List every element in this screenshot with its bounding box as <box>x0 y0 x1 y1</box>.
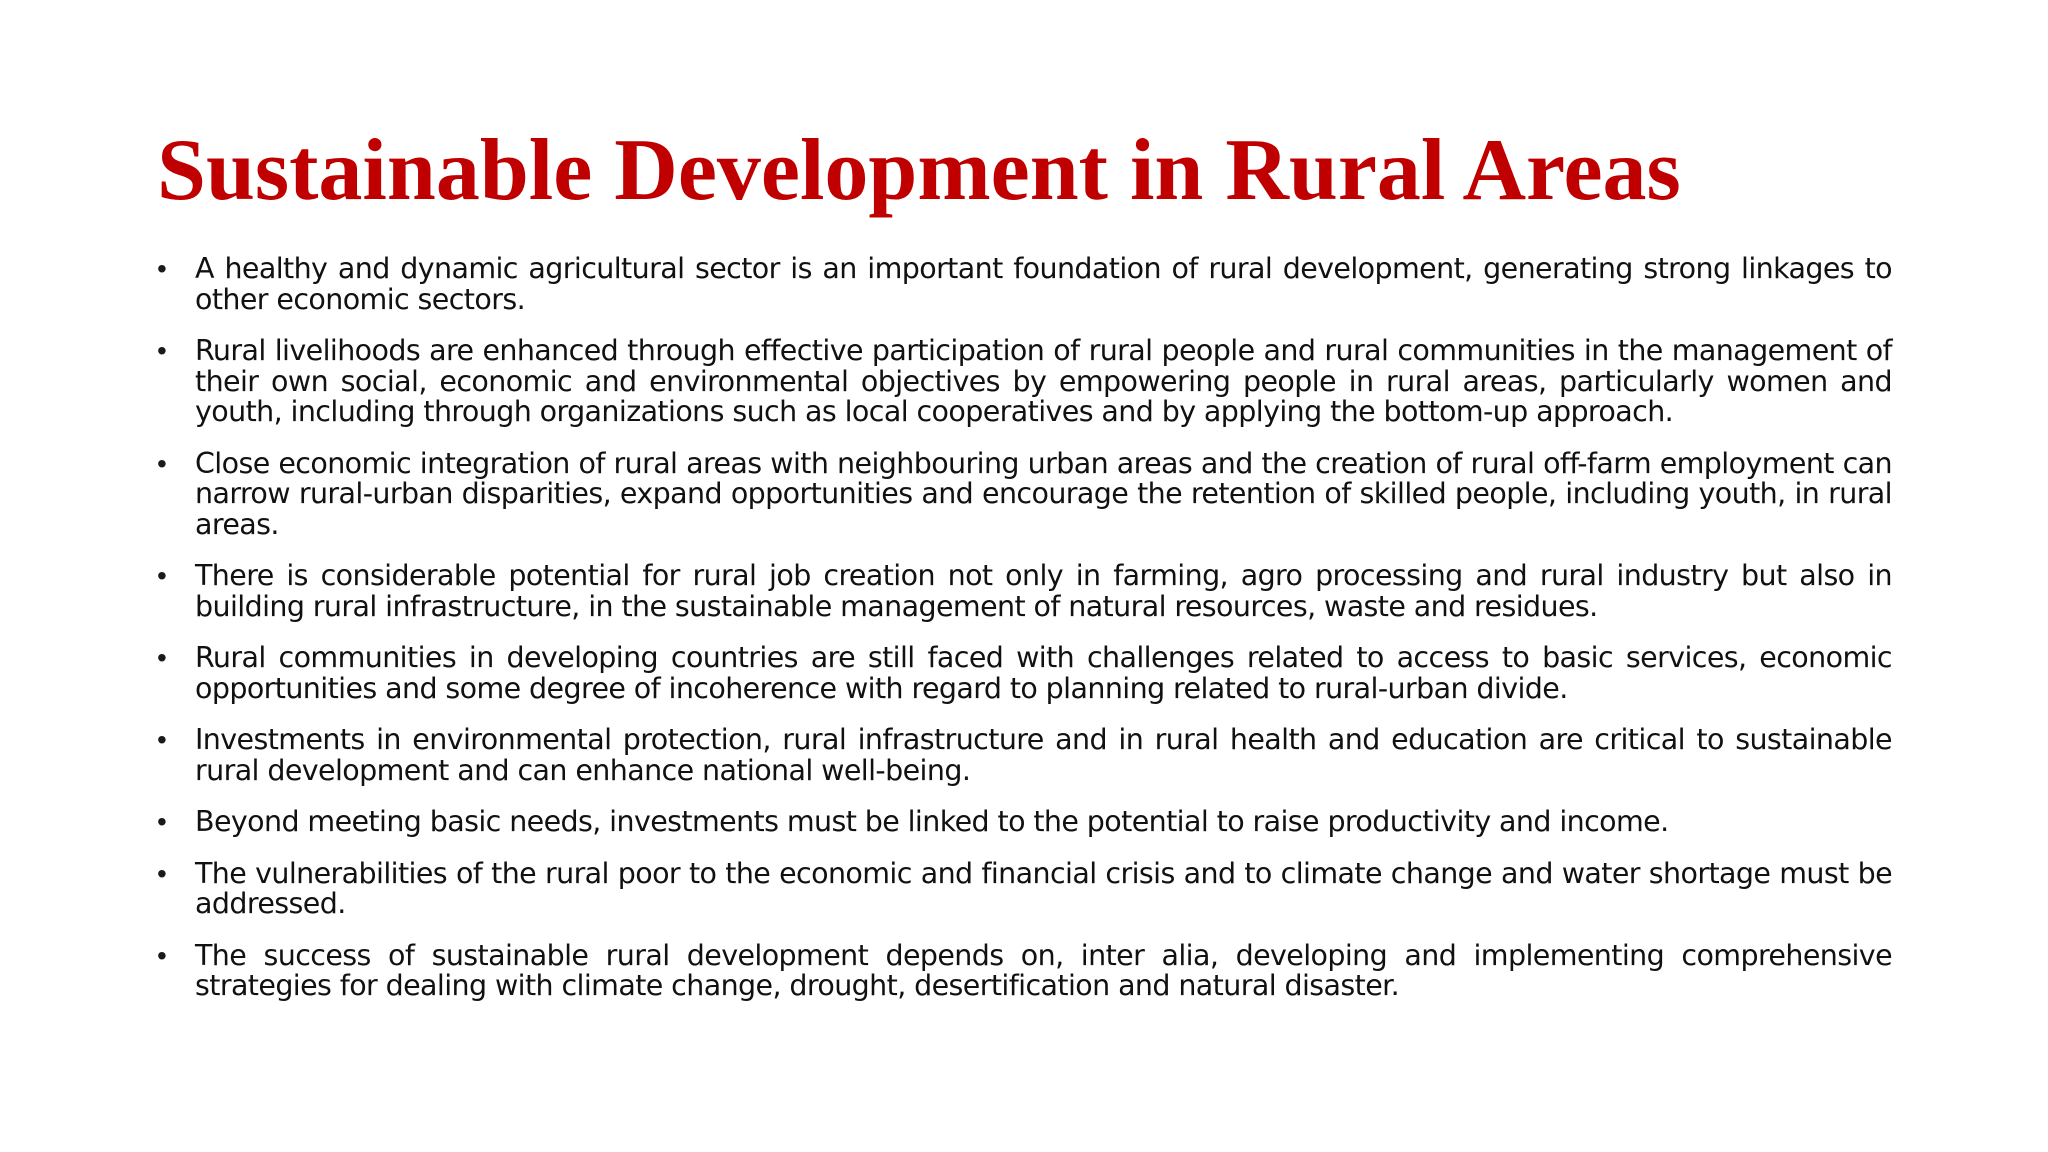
bullet-item <box>157 725 1892 786</box>
bullet-text: Rural livelihoods are enhanced through effective participation of rural people and rural communities in the management of their own social, economic and environmental objectives by empowering people in rural areas, particularly women and youth, including through organizations such as local cooperatives and by applying the bottom-up approach. <box>195 334 1892 428</box>
bullet-dot-icon: • <box>157 253 167 284</box>
bullet-item <box>157 807 1892 838</box>
bullet-text: A healthy and dynamic agricultural sector is an important foundation of rural development, generating strong linkages to other economic sectors. <box>195 252 1892 316</box>
bullet-text: The success of sustainable rural development depends on, inter alia, developing and implementing comprehensive strategies for dealing with climate change, drought, desertification and natural disaster. <box>195 938 1892 1002</box>
bullet-text: Beyond meeting basic needs, investments must be linked to the potential to raise productivity and income. <box>195 805 1669 838</box>
bullet-text: Investments in environmental protection, rural infrastructure and in rural health and education are critical to sustainable rural development and can enhance national well-being. <box>195 723 1892 787</box>
bullet-text: Close economic integration of rural areas with neighbouring urban areas and the creation of rural off-farm employment can narrow rural-urban disparities, expand opportunities and encourage the retention of skilled people, including youth, in rural areas. <box>195 446 1892 541</box>
bullet-item <box>157 254 1892 315</box>
bullet-text: The vulnerabilities of the rural poor to the economic and financial crisis and to climate change and water shortage must be addressed. <box>195 856 1892 920</box>
bullet-list <box>157 254 1892 1023</box>
bullet-item <box>157 446 1892 541</box>
slide-title: Sustainable Development in Rural Areas <box>157 122 1681 219</box>
bullet-text: Rural communities in developing countries are still faced with challenges related to access to basic services, economic opportunities and some degree of incoherence with regard to planning related to rural-urban divide. <box>195 641 1892 705</box>
bullet-dot-icon: • <box>157 857 167 889</box>
bullet-text: There is considerable potential for rural job creation not only in farming, agro processing and rural industry but also in building rural infrastructure, in the sustainable management of natural resources, waste and residues. <box>195 559 1892 623</box>
bullet-dot-icon: • <box>157 335 167 366</box>
bullet-item <box>157 561 1892 622</box>
bullet-dot-icon: • <box>157 642 167 673</box>
bullet-dot-icon: • <box>157 724 167 755</box>
bullet-item <box>157 336 1892 428</box>
bullet-dot-icon: • <box>157 447 167 479</box>
bullet-item <box>157 938 1892 1002</box>
bullet-dot-icon: • <box>157 939 167 971</box>
bullet-dot-icon: • <box>157 560 167 591</box>
bullet-item <box>157 856 1892 920</box>
bullet-dot-icon: • <box>157 806 167 837</box>
bullet-item <box>157 643 1892 704</box>
